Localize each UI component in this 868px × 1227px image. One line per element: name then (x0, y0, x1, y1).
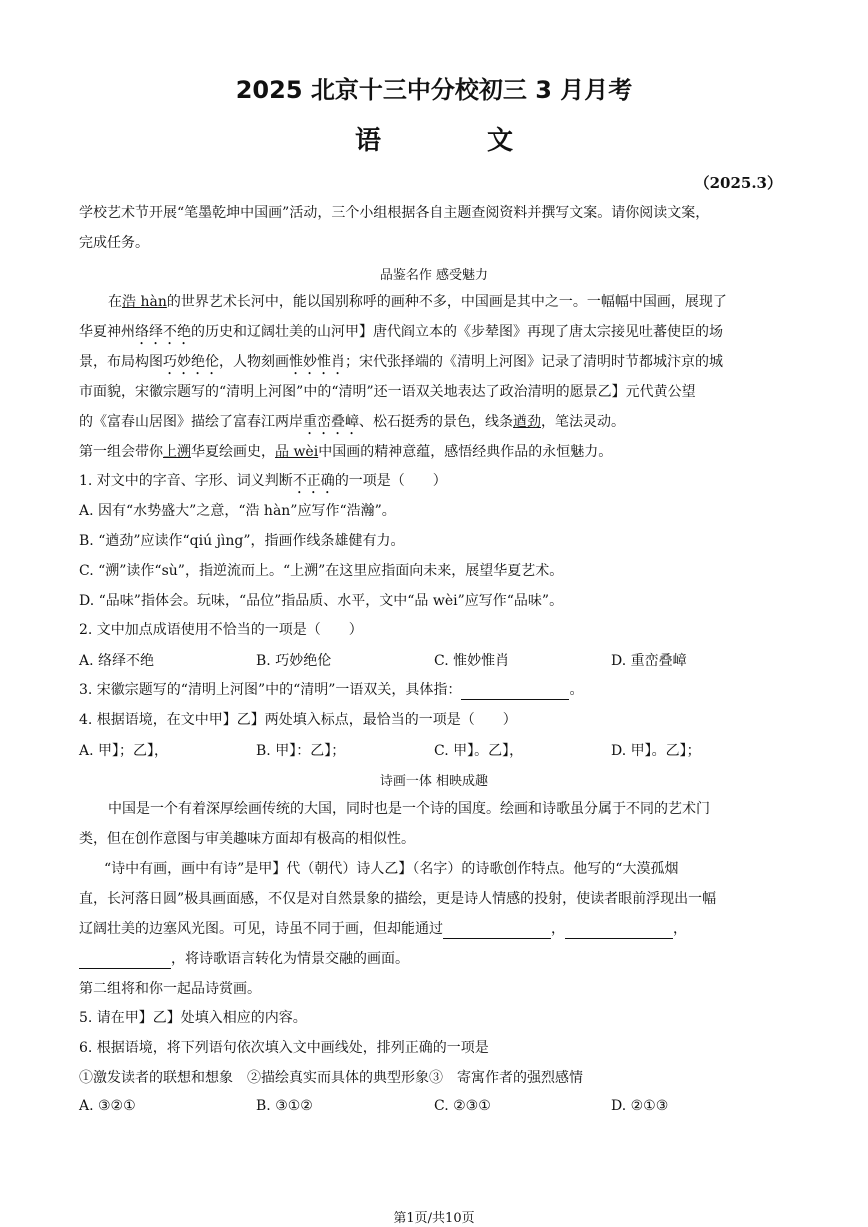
passage1-line-3: 景，布局构图巧妙绝伦，人物刻画惟妙惟肖；宋代张择端的《清明上河图》记录了清明时节都城汴京的城 (79, 354, 723, 370)
q2-option-d: D. 重峦叠嶂 (611, 653, 687, 669)
idiom-luoyi: 络绎不绝 (135, 324, 191, 340)
idiom-chongluan: 重峦叠嶂 (303, 414, 359, 430)
page-number: 第1页/共10页 (393, 1211, 475, 1226)
idiom-weimiao: 惟妙惟肖 (289, 354, 345, 370)
passage-blank-3[interactable] (79, 954, 171, 969)
q6-option-d: D. ②①③ (611, 1098, 669, 1114)
exam-title: 2025 北京十三中分校初三 3 月月考 (235, 76, 633, 104)
passage2-line-7: 第二组将和你一起品诗赏画。 (79, 981, 261, 997)
exam-date: （2025.3） (694, 174, 782, 192)
q3-answer-blank[interactable] (461, 685, 569, 700)
q4-option-c: C. 甲】。乙】， (434, 743, 524, 759)
q2-option-c: C. 惟妙惟肖 (434, 653, 510, 669)
q4-option-b: B. 甲】：乙】； (256, 743, 346, 759)
subject-title: 语 文 (354, 126, 553, 156)
passage1-line-2: 华夏神州络绎不绝的历史和辽阔壮美的山河甲】唐代阎立本的《步辇图》再现了唐太宗接见吐蕃使臣的场 (79, 324, 723, 340)
q1-option-c: C. “溯”读作“sù”，指逆流而上。“上溯”在这里应指面向未来，展望华夏艺术。 (79, 563, 564, 579)
passage-blank-1[interactable] (443, 924, 551, 939)
question-3-stem: 3. 宋徽宗题写的“清明上河图”中的“清明”一语双关，具体指： 。 (79, 682, 584, 698)
q1-option-b: B. “遒劲”应读作“qiú jìng”，指画作线条雄健有力。 (79, 533, 405, 549)
passage1-line-1: 在浩 hàn的世界艺术长河中，能以国别称呼的画种不多，中国画是其中之一。一幅幅中国画，展现了 (108, 294, 727, 310)
q2-option-b: B. 巧妙绝伦 (256, 653, 332, 669)
blank-pinwei: 品 wèi (275, 444, 319, 460)
word-shangsu: 上溯 (163, 444, 191, 460)
q6-option-a: A. ③②① (79, 1098, 136, 1114)
q4-option-a: A. 甲】；乙】， (79, 743, 169, 759)
question-6-stem: 6. 根据语境，将下列语句依次填入文中画线处，排列正确的一项是 (79, 1040, 489, 1056)
word-qiujin: 遒劲 (513, 414, 541, 430)
section-heading-2: 诗画一体 相映成趣 (379, 774, 489, 789)
q2-option-a: A. 络绎不绝 (79, 653, 155, 669)
passage2-line-3: “诗中有画，画中有诗”是甲】代（朝代）诗人乙】（名字）的诗歌创作特点。他写的“大漠孤烟 (104, 861, 679, 877)
question-2-stem: 2. 文中加点成语使用不恰当的一项是（ ） (79, 622, 363, 638)
blank-haohan: 浩 hàn (122, 294, 167, 310)
passage-blank-2[interactable] (565, 924, 673, 939)
q6-option-b: B. ③①② (256, 1098, 313, 1114)
intro-line-2: 完成任务。 (79, 235, 149, 251)
passage1-line-6: 第一组会带你上溯华夏绘画史，品 wèi中国画的精神意蕴，感悟经典作品的永恒魅力。 (79, 444, 613, 460)
q4-option-d: D. 甲】。乙】； (611, 743, 701, 759)
q6-option-c: C. ②③① (434, 1098, 491, 1114)
passage2-line-1: 中国是一个有着深厚绘画传统的大国，同时也是一个诗的国度。绘画和诗歌虽分属于不同的艺术门 (108, 801, 710, 817)
passage1-line-5: 的《富春山居图》描绘了富春江两岸重峦叠嶂、松石挺秀的景色，线条遒劲，笔法灵动。 (79, 414, 625, 430)
passage2-line-5: 辽阔壮美的边塞风光图。可见，诗虽不同于画，但却能通过 ， ， (79, 921, 687, 937)
intro-line-1: 学校艺术节开展“笔墨乾坤中国画”活动，三个小组根据各自主题查阅资料并撰写文案。请你阅读文案， (79, 205, 710, 221)
passage2-line-4: 直，长河落日圆”极具画面感，不仅是对自然景象的描绘，更是诗人情感的投射，使读者眼前浮现出一幅 (79, 891, 717, 907)
q1-option-a: A. 因有“水势盛大”之意，“浩 hàn”应写作“浩瀚”。 (79, 503, 396, 519)
passage2-line-6: ，将诗歌语言转化为情景交融的画面。 (79, 949, 409, 969)
q6-sentences: ①激发读者的联想和想象 ②描绘真实而具体的典型形象③ 寄寓作者的强烈感情 (79, 1070, 583, 1086)
q1-option-d: D. “品味”指体会。玩味，“品位”指品质、水平，文中“品 wèi”应写作“品味”。 (79, 593, 564, 609)
idiom-qiaomiao: 巧妙绝伦 (163, 354, 219, 370)
question-4-stem: 4. 根据语境，在文中甲】乙】两处填入标点，最恰当的一项是（ ） (79, 712, 517, 728)
section-heading-1: 品鉴名作 感受魅力 (379, 268, 489, 283)
question-1-stem: 1. 对文中的字音、字形、词义判断不正确的一项是（ ） (79, 473, 447, 489)
passage1-line-4: 市面貌，宋徽宗题写的“清明上河图”中的“清明”还一语双关地表达了政治清明的愿景乙】元代黄公望 (79, 384, 696, 400)
passage2-line-2: 类，但在创作意图与审美趣味方面却有极高的相似性。 (79, 831, 415, 847)
question-5-stem: 5. 请在甲】乙】处填入相应的内容。 (79, 1010, 307, 1026)
